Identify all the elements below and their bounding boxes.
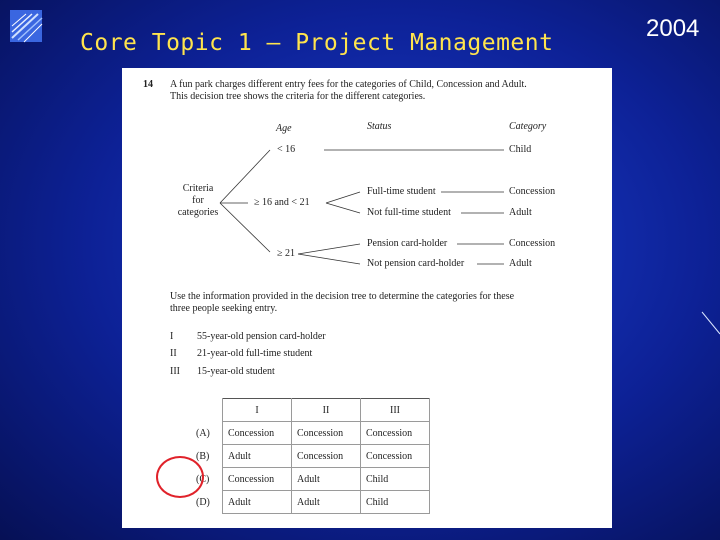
table-cell: Adult [292,468,361,491]
category-header: Category [509,121,547,132]
answer-options-table [196,398,430,514]
intro-line: This decision tree shows the criteria for the different categories. [170,91,426,102]
decision-tree-lines [122,68,612,288]
category-child: Child [509,144,532,155]
option-label: (B) [196,445,223,468]
decorative-line [700,310,720,336]
age-header: Age [276,123,292,134]
person-II-num: II [170,348,177,359]
option-row-b[interactable] [196,445,430,468]
table-cell: Adult [292,491,361,514]
option-label: (D) [196,491,223,514]
intro-line: A fun park charges different entry fees for the categories of Child, Concession and Adult. [170,79,527,90]
table-header-row [196,399,430,422]
person-III-text: 15-year-old student [197,366,275,377]
person-III-num: III [170,366,180,377]
question-number: 14 [143,79,153,90]
age-branch-16-21: ≥ 16 and < 21 [254,197,310,208]
table-cell: Child [361,468,430,491]
age-branch-under-16: < 16 [277,144,296,155]
category-adult: Adult [509,207,532,218]
status-header: Status [367,121,392,132]
status-not-full-time: Not full-time student [367,207,451,218]
table-cell: Adult [223,491,292,514]
category-adult: Adult [509,258,532,269]
table-cell: Concession [223,422,292,445]
option-row-c[interactable] [196,468,430,491]
answer-highlight-circle [156,456,204,498]
table-cell: Concession [223,468,292,491]
column-header: III [361,399,430,422]
option-row-a[interactable] [196,422,430,445]
category-concession: Concession [509,238,556,249]
person-I-num: I [170,331,174,342]
age-branch-21-plus: ≥ 21 [277,248,295,259]
person-I-text: 55-year-old pension card-holder [197,331,326,342]
column-header: II [292,399,361,422]
table-cell: Adult [223,445,292,468]
table-cell: Concession [361,445,430,468]
status-not-pension: Not pension card-holder [367,258,465,269]
option-row-d[interactable] [196,491,430,514]
column-header: I [223,399,292,422]
instruction-text: Use the information provided in the decision tree to determine the categories for these three people seeking entry. [170,291,515,314]
exam-question-image [122,68,612,528]
status-pension: Pension card-holder [367,238,448,249]
globe-logo-icon [8,8,44,44]
tree-root: Criteria for categories [177,183,219,218]
slide-title: Core Topic 1 – Project Management [80,30,554,56]
table-cell: Concession [361,422,430,445]
table-cell: Child [361,491,430,514]
table-cell: Concession [292,445,361,468]
person-II-text: 21-year-old full-time student [197,348,313,359]
category-concession: Concession [509,186,556,197]
option-label: (A) [196,422,223,445]
table-cell: Concession [292,422,361,445]
year-label: 2004 [646,15,700,42]
status-full-time: Full-time student [367,186,436,197]
option-label: (C) [196,468,223,491]
